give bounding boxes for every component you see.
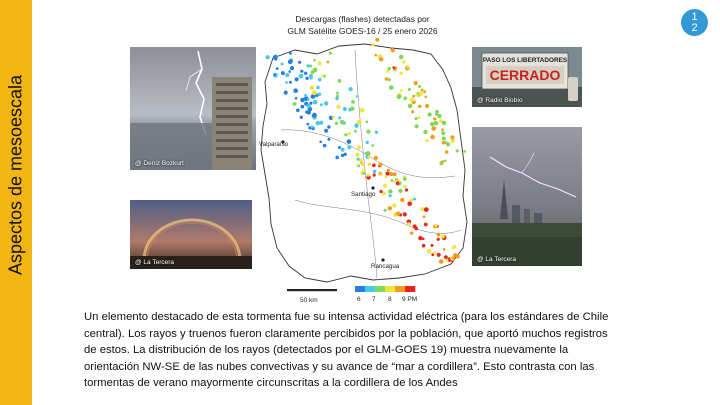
lightning-stroke <box>296 109 300 113</box>
lightning-stroke <box>366 130 370 134</box>
lightning-stroke <box>406 66 409 69</box>
map-title-line1: Descargas (flashes) detectadas por <box>295 14 430 24</box>
lightning-stroke <box>420 207 424 211</box>
lightning-stroke <box>435 224 438 227</box>
lightning-stroke <box>305 110 308 113</box>
lightning-stroke <box>431 126 436 131</box>
lightning-stroke <box>335 122 338 125</box>
lightning-stroke <box>350 106 354 110</box>
lightning-stroke <box>289 81 292 84</box>
caption-line: central). Los rayos y truenos fueron claramente percibidos por la población, que aportó muchos registros <box>84 327 608 340</box>
lightning-stroke <box>445 150 449 154</box>
lightning-stroke <box>284 91 288 95</box>
lightning-stroke <box>430 122 434 126</box>
lightning-stroke <box>444 255 448 259</box>
lightning-stroke <box>356 164 359 167</box>
lightning-stroke <box>418 105 421 108</box>
lightning-stroke <box>365 120 368 123</box>
lightning-stroke <box>410 97 415 102</box>
lightning-stroke <box>337 105 341 109</box>
page-number-line1: 1 <box>691 11 698 23</box>
legend-tick: 6 <box>357 296 361 303</box>
lightning-stroke <box>392 204 396 208</box>
lightning-stroke <box>452 246 455 249</box>
lightning-stroke <box>405 188 408 191</box>
lightning-stroke <box>388 189 392 193</box>
lightning-stroke <box>437 253 441 257</box>
lightning-stroke <box>300 98 305 103</box>
lightning-stroke <box>298 61 301 64</box>
lightning-stroke <box>316 86 320 90</box>
photo-rainbow <box>130 200 252 269</box>
lightning-stroke <box>444 160 447 163</box>
lightning-stroke <box>437 238 440 241</box>
lightning-stroke <box>379 58 382 61</box>
lightning-stroke <box>385 77 389 81</box>
lightning-stroke <box>304 94 307 97</box>
lightning-stroke <box>441 128 444 131</box>
lightning-stroke <box>304 72 307 75</box>
lightning-stroke <box>397 95 402 100</box>
lightning-stroke <box>327 61 330 64</box>
lightning-stroke <box>383 209 386 212</box>
page-number-badge <box>681 9 708 36</box>
lightning-stroke <box>281 71 285 75</box>
lightning-stroke <box>300 70 303 73</box>
sidebar-title: Aspectos de mesoescala <box>5 74 26 276</box>
legend-swatch <box>405 286 415 292</box>
lightning-stroke <box>428 112 432 116</box>
lightning-stroke <box>338 146 341 149</box>
lightning-stroke <box>351 100 355 104</box>
lightning-stroke <box>441 235 445 239</box>
lightning-stroke <box>354 124 358 128</box>
city-label-santiago: Santiago <box>351 191 376 198</box>
lightning-stroke <box>423 215 426 218</box>
city-marker <box>381 258 384 261</box>
lightning-stroke <box>300 116 303 119</box>
lightning-stroke <box>316 121 320 125</box>
lightning-stroke <box>418 236 422 240</box>
lightning-stroke <box>273 73 276 76</box>
caption-line: tormentas de verano mayormente circunscritas a la cordillera de los Andes <box>84 377 458 389</box>
caption-line: de estos. La distribución de los rayos (detectados por el GLM-GOES 19) muestra nuevamente la <box>84 344 569 356</box>
lightning-stroke <box>398 189 402 193</box>
lightning-stroke <box>295 97 298 100</box>
lightning-stroke <box>396 181 400 185</box>
lightning-stroke <box>456 149 459 152</box>
lightning-stroke <box>306 123 309 126</box>
time-legend <box>355 286 415 292</box>
lightning-stroke <box>407 222 411 226</box>
lightning-stroke <box>372 163 376 167</box>
lightning-stroke <box>374 156 378 160</box>
lightning-stroke <box>311 70 315 74</box>
lightning-stroke <box>312 90 317 95</box>
lightning-stroke <box>379 162 383 166</box>
lightning-stroke <box>321 75 324 78</box>
lightning-stroke <box>412 95 415 98</box>
page-number-line2: 2 <box>691 22 698 34</box>
lightning-stroke <box>423 130 427 134</box>
lightning-stroke <box>348 132 351 135</box>
lightning-stroke <box>380 173 383 176</box>
lightning-stroke <box>430 135 435 140</box>
lightning-stroke <box>335 97 339 101</box>
lightning-stroke <box>424 223 428 227</box>
lightning-stroke <box>372 43 375 46</box>
map-title-line2: GLM Satélite GOES-16 / 25 enero 2026 <box>287 26 438 36</box>
scale-label: 50 km <box>300 297 318 304</box>
lightning-stroke <box>422 244 426 248</box>
lightning-stroke <box>366 151 371 156</box>
lightning-stroke <box>399 55 404 60</box>
lightning-stroke <box>324 129 328 133</box>
lightning-stroke <box>417 116 420 119</box>
lightning-stroke <box>423 90 426 93</box>
lightning-stroke <box>373 174 376 177</box>
lightning-stroke <box>344 133 347 136</box>
lightning-stroke <box>295 77 299 81</box>
lightning-stroke <box>422 238 425 241</box>
lightning-stroke <box>441 160 444 163</box>
city-label-valparaiso: Valparaíso <box>259 141 289 148</box>
lightning-stroke <box>399 72 403 76</box>
legend-swatch <box>365 286 375 292</box>
lightning-stroke <box>445 259 448 262</box>
lightning-stroke <box>374 54 377 57</box>
lightning-stroke <box>407 202 412 207</box>
lightning-stroke <box>439 259 444 264</box>
lightning-stroke <box>446 142 450 146</box>
lightning-stroke <box>442 141 446 145</box>
lightning-stroke <box>359 159 363 163</box>
lightning-stroke <box>323 144 327 148</box>
photo-city-lightning <box>472 127 582 266</box>
lightning-stroke <box>293 88 298 93</box>
caption-line: orientación NW-SE de las nubes convectivas y su avance de “mar a cordillera”. Esto contrasta con las <box>84 360 595 373</box>
photo-city-lightning-image <box>472 127 582 266</box>
lightning-stroke <box>311 126 314 129</box>
lightning-stroke <box>396 212 400 216</box>
lightning-stroke <box>307 104 311 108</box>
lightning-stroke <box>411 110 414 113</box>
lightning-stroke <box>425 104 429 108</box>
lightning-stroke <box>383 184 387 188</box>
lightning-stroke <box>410 199 413 202</box>
lightning-stroke <box>310 85 315 90</box>
caption-text <box>84 309 704 392</box>
lightning-stroke <box>347 145 351 149</box>
lightning-stroke <box>375 38 379 42</box>
photo-credit: @ Radio Biobío <box>477 97 523 104</box>
lightning-stroke <box>360 171 363 174</box>
lightning-stroke <box>443 248 446 251</box>
lightning-stroke <box>387 169 390 172</box>
lightning-stroke <box>341 148 345 152</box>
lightning-stroke <box>400 198 404 202</box>
lightning-stroke <box>418 85 421 88</box>
lightning-stroke <box>402 60 405 63</box>
lightning-stroke <box>360 108 365 113</box>
lightning-stroke <box>424 207 429 212</box>
lightning-stroke <box>349 87 353 91</box>
lightning-stroke <box>393 172 397 176</box>
lightning-stroke <box>307 98 310 101</box>
lightning-stroke <box>318 93 322 97</box>
photo-road-sign <box>472 47 582 107</box>
lightning-stroke <box>403 212 407 216</box>
lightning-stroke <box>371 144 374 147</box>
lightning-stroke <box>338 116 341 119</box>
lightning-stroke <box>419 91 424 96</box>
lightning-stroke <box>305 77 308 80</box>
lightning-stroke <box>313 59 316 62</box>
lightning-stroke <box>415 94 418 97</box>
lightning-stroke <box>288 59 293 64</box>
lightning-stroke <box>293 102 297 106</box>
lightning-stroke <box>281 63 284 66</box>
lightning-stroke <box>441 131 445 135</box>
lightning-stroke <box>366 174 369 177</box>
sign-main-text: CERRADO <box>489 67 561 83</box>
lightning-stroke <box>301 105 305 109</box>
lightning-stroke <box>408 104 413 109</box>
lightning-stroke <box>389 194 392 197</box>
lightning-stroke <box>385 176 388 179</box>
lightning-stroke <box>388 67 391 70</box>
lightning-stroke <box>359 120 362 123</box>
lightning-stroke <box>375 131 378 134</box>
lightning-stroke <box>431 244 434 247</box>
lightning-stroke <box>309 74 313 78</box>
lightning-stroke <box>290 66 294 70</box>
legend-swatch <box>395 286 405 292</box>
lightning-stroke <box>324 101 328 105</box>
lightning-stroke <box>266 55 270 59</box>
lightning-stroke <box>356 95 359 98</box>
photo-credit: @ Deniz Bozkurt <box>135 160 184 167</box>
lightning-stroke <box>410 231 413 234</box>
lightning-stroke <box>450 135 454 139</box>
lightning-stroke <box>332 116 335 119</box>
photo-lightning-sea <box>130 47 256 170</box>
city-label-rancagua: Rancagua <box>371 263 400 270</box>
lightning-stroke <box>344 153 347 156</box>
lightning-stroke <box>273 55 278 60</box>
lightning-stroke <box>318 78 322 82</box>
lightning-stroke <box>366 141 369 144</box>
city-marker <box>371 186 374 189</box>
lightning-stroke <box>327 138 330 141</box>
lightning-stroke <box>442 121 446 125</box>
lightning-stroke <box>388 206 392 210</box>
lightning-stroke <box>347 139 352 144</box>
lightning-stroke <box>285 73 289 77</box>
lightning-stroke <box>456 254 460 258</box>
lightning-stroke <box>289 52 292 55</box>
lightning-stroke <box>425 139 428 142</box>
lightning-stroke <box>318 61 322 65</box>
lightning-stroke <box>367 155 370 158</box>
lightning-stroke <box>452 256 455 259</box>
lightning-map <box>255 10 470 310</box>
lightning-stroke <box>415 117 418 120</box>
lightning-stroke <box>391 48 395 52</box>
caption-line: Un elemento destacado de esta tormenta fue su intensa actividad eléctrica (para los estándares de Chile <box>84 311 609 323</box>
lightning-stroke <box>408 88 411 91</box>
lightning-stroke <box>415 124 419 128</box>
lightning-stroke <box>319 141 322 144</box>
lightning-stroke <box>437 114 441 118</box>
lightning-stroke <box>336 92 339 95</box>
lightning-stroke <box>393 180 396 183</box>
lightning-stroke <box>403 97 407 101</box>
lightning-stroke <box>276 67 279 70</box>
photo-credit: @ La Tercera <box>135 259 174 266</box>
lightning-stroke <box>361 162 365 166</box>
lightning-stroke <box>320 103 323 106</box>
lightning-stroke <box>368 163 371 166</box>
lightning-stroke <box>357 145 361 149</box>
lightning-stroke <box>288 70 291 73</box>
lightning-stroke <box>434 121 439 126</box>
lightning-stroke <box>392 66 395 69</box>
lightning-stroke <box>338 79 342 83</box>
lightning-stroke <box>413 198 416 201</box>
lightning-stroke <box>463 150 466 153</box>
lightning-stroke <box>380 190 383 193</box>
lightning-stroke <box>421 89 424 92</box>
lightning-stroke <box>389 85 394 90</box>
lightning-stroke <box>403 177 407 181</box>
lightning-stroke <box>388 78 391 81</box>
scale-bar <box>287 289 337 291</box>
lightning-stroke <box>285 81 288 84</box>
lightning-stroke <box>435 110 439 114</box>
lightning-stroke <box>340 120 345 125</box>
lightning-stroke <box>307 64 310 67</box>
lightning-stroke <box>329 52 332 55</box>
lightning-stroke <box>299 74 304 79</box>
lightning-stroke <box>442 137 446 141</box>
lightning-stroke <box>373 170 377 174</box>
lightning-stroke <box>403 185 406 188</box>
lightning-stroke <box>425 96 428 99</box>
lightning-stroke <box>414 81 418 85</box>
lightning-stroke <box>433 117 436 120</box>
legend-tick: 8 <box>388 296 392 303</box>
lightning-stroke <box>427 249 432 254</box>
lightning-stroke <box>343 107 347 111</box>
lightning-stroke <box>355 153 359 157</box>
legend-swatch <box>385 286 395 292</box>
legend-swatch <box>375 286 385 292</box>
photo-lightning-sea-image <box>130 47 256 170</box>
legend-swatch <box>355 286 365 292</box>
lightning-stroke <box>327 125 330 128</box>
lightning-stroke <box>354 130 357 133</box>
lightning-stroke <box>433 252 436 255</box>
sign-top-text: PASO LOS LIBERTADORES <box>482 57 568 64</box>
lightning-stroke <box>312 113 317 118</box>
lightning-stroke <box>400 89 403 92</box>
lightning-stroke <box>437 233 441 237</box>
photo-credit: @ La Tercera <box>477 256 516 263</box>
map-canvas <box>255 10 470 310</box>
lightning-stroke <box>313 100 318 105</box>
legend-tick: 7 <box>372 296 376 303</box>
lightning-stroke <box>414 227 418 231</box>
legend-tick: 9 PM <box>402 296 418 303</box>
lightning-stroke <box>335 156 339 160</box>
